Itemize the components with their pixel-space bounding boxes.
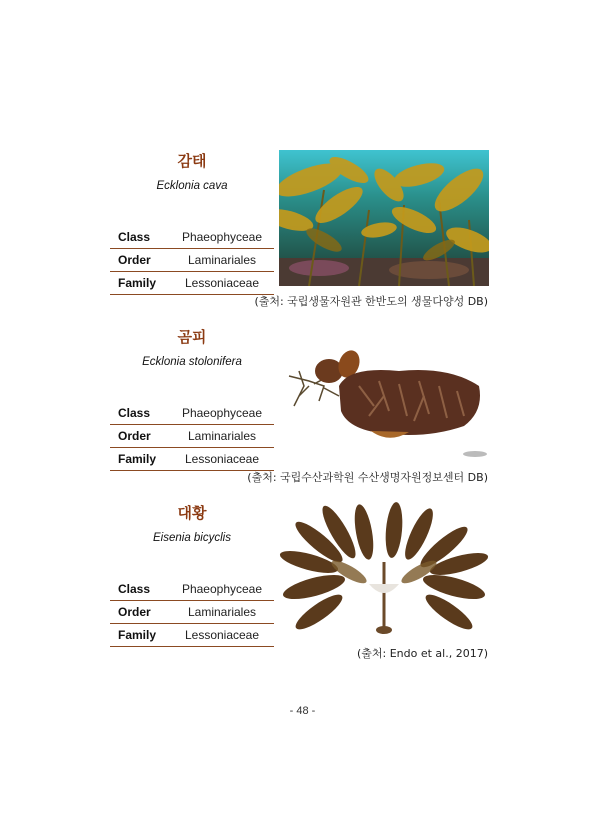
taxonomy-value: Phaeophyceae bbox=[170, 578, 274, 601]
photo-credit: (출처: Endo et al., 2017) bbox=[356, 647, 488, 660]
taxonomy-key: Class bbox=[110, 402, 170, 425]
species-scientific-name: Eisenia bicyclis bbox=[153, 532, 231, 544]
taxonomy-row-family bbox=[110, 448, 274, 471]
taxonomy-key: Family bbox=[110, 272, 170, 295]
taxonomy-value: Lessoniaceae bbox=[170, 448, 274, 471]
taxonomy-value: Lessoniaceae bbox=[170, 624, 274, 647]
species-korean-name: 감태 bbox=[177, 152, 207, 170]
taxonomy-key: Class bbox=[110, 578, 170, 601]
taxonomy-key: Order bbox=[110, 601, 170, 624]
taxonomy-row-family bbox=[110, 272, 274, 295]
taxonomy-row-class bbox=[110, 578, 274, 601]
species-entry-gompi bbox=[0, 326, 605, 496]
taxonomy-row-order bbox=[110, 425, 274, 448]
photo-credit: (출처: 국립수산과학원 수산생명자원정보센터 DB) bbox=[247, 471, 488, 484]
taxonomy-key: Order bbox=[110, 425, 170, 448]
taxonomy-row-order bbox=[110, 249, 274, 272]
taxonomy-value: Phaeophyceae bbox=[170, 226, 274, 249]
taxonomy-key: Class bbox=[110, 226, 170, 249]
taxonomy-value: Lessoniaceae bbox=[170, 272, 274, 295]
species-korean-name: 대황 bbox=[177, 504, 207, 522]
taxonomy-table bbox=[110, 226, 274, 295]
species-entry-daehwang bbox=[0, 502, 605, 672]
species-scientific-name: Ecklonia stolonifera bbox=[142, 356, 242, 368]
taxonomy-row-class bbox=[110, 402, 274, 425]
taxonomy-table bbox=[110, 578, 274, 647]
taxonomy-key: Order bbox=[110, 249, 170, 272]
species-entry-gamtae bbox=[0, 150, 605, 320]
specimen-seaweed-photo bbox=[279, 502, 489, 638]
taxonomy-value: Phaeophyceae bbox=[170, 402, 274, 425]
taxonomy-value: Laminariales bbox=[170, 249, 274, 272]
taxonomy-key: Family bbox=[110, 624, 170, 647]
taxonomy-row-family bbox=[110, 624, 274, 647]
page-number: - 48 - bbox=[289, 705, 316, 717]
taxonomy-key: Family bbox=[110, 448, 170, 471]
taxonomy-value: Laminariales bbox=[170, 601, 274, 624]
taxonomy-row-order bbox=[110, 601, 274, 624]
underwater-kelp-photo bbox=[279, 150, 489, 286]
species-scientific-name: Ecklonia cava bbox=[156, 180, 228, 192]
taxonomy-row-class bbox=[110, 226, 274, 249]
species-korean-name: 곰피 bbox=[177, 328, 207, 346]
taxonomy-value: Laminariales bbox=[170, 425, 274, 448]
specimen-kelp-photo bbox=[279, 326, 489, 462]
taxonomy-table bbox=[110, 402, 274, 471]
photo-credit: (출처: 국립생물자원관 한반도의 생물다양성 DB) bbox=[254, 295, 488, 308]
